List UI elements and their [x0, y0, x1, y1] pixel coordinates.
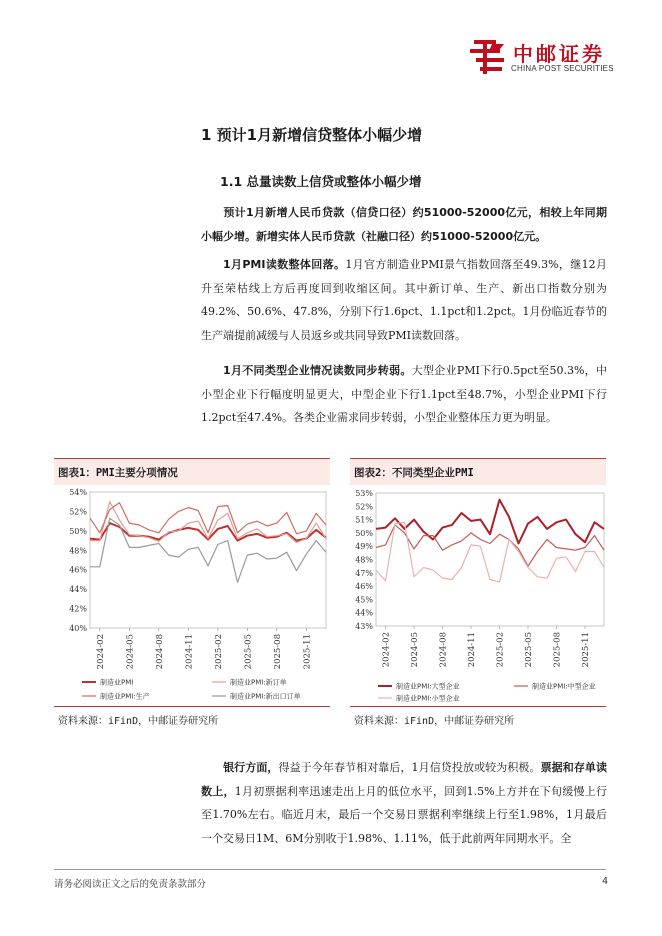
x-tick-label: 2025-05 — [243, 634, 254, 670]
x-tick-label: 2024-02 — [95, 634, 106, 670]
y-tick-label: 50% — [69, 526, 87, 536]
paragraph-bank-lead-2: 票据和存单读数上， — [201, 761, 608, 798]
legend-label-3: 制造业PMI:生产 — [100, 692, 150, 701]
y-tick-label: 50% — [355, 528, 373, 538]
footer-disclaimer: 请务必阅读正文之后的免责条款部分 — [54, 879, 207, 890]
x-tick-label: 2024-05 — [125, 634, 136, 670]
figure1-title: 图表1：PMI主要分项情况 — [58, 467, 178, 479]
y-tick-label: 47% — [355, 568, 373, 578]
legend-label-1: 制造业PMI:大型企业 — [396, 682, 460, 691]
y-tick-label: 42% — [69, 604, 87, 614]
paragraph-bank-text-a: 得益于今年春节相对靠后，1月信贷投放或较为积极。 — [278, 761, 541, 774]
x-tick-label: 2025-02 — [495, 632, 506, 668]
paragraph-enterprise-text: 大型企业PMI下行0.5pct至50.3%，中小型企业下行幅度明显更大，中型企业下行1.1pct至48.7%，小型企业PMI下行1.2pct至47.4%。各类企业需求同步转弱，小型企业整体压力更为明显。 — [201, 364, 607, 424]
y-tick-label: 44% — [355, 608, 373, 618]
paragraph-bank-lead: 银行方面， — [223, 761, 279, 774]
x-tick-label: 2025-02 — [213, 634, 224, 670]
x-tick-label: 2024-02 — [381, 632, 392, 668]
y-tick-label: 52% — [69, 507, 87, 517]
y-tick-label: 46% — [69, 565, 87, 575]
figure2-source: 资料来源：iFinD，中邮证券研究所 — [354, 716, 515, 727]
y-tick-label: 54% — [69, 488, 87, 497]
brand-name-cn: 中邮证券 — [513, 42, 605, 66]
plot-area — [376, 493, 604, 626]
paragraph-enterprise-lead: 1月不同类型企业情况读数同步转弱。 — [223, 364, 412, 377]
page-number: 4 — [602, 876, 609, 887]
series-line-1 — [376, 500, 604, 544]
paragraph-pmi-text: 1月官方制造业PMI景气指数回落至49.3%，继12月升至荣枯线上方后再度回到收缩区间。其中新订单、生产、新出口指数分别为49.2%、50.6%、47.8%，分别下行1.6pct、1.1pct和1.2pct。1月份临近春节的生产端提前减缓与人员返乡或共同导致PMI读数回落。 — [201, 258, 607, 342]
y-tick-label: 51% — [355, 515, 373, 525]
paragraph-bank — [201, 756, 607, 850]
china-post-logo-icon — [470, 38, 510, 78]
y-tick-label: 49% — [355, 542, 373, 552]
x-tick-label: 2024-08 — [154, 634, 165, 670]
paragraph-bank-text-b: 1月初票据利率迅速走出上月的低位水平，回到1.5%上方并在下旬缓慢上行至1.70%左右。临近月末，最后一个交易日票据利率继续上行至1.98%，1月最后一个交易日1M、6M分别收于1.98%、1.11%，低于此前两年同期水平。全 — [201, 784, 607, 845]
chart-enterprise-pmi — [350, 484, 606, 706]
x-tick-label: 2025-08 — [552, 632, 563, 668]
paragraph-pmi-lead: 1月PMI读数整体回落。 — [223, 258, 346, 271]
paragraph-forecast — [201, 201, 607, 248]
figure1-source: 资料来源：iFinD，中邮证券研究所 — [58, 716, 219, 727]
footer-divider — [54, 869, 606, 870]
figure1-bottom-rule — [54, 706, 330, 707]
y-tick-label: 53% — [355, 489, 373, 498]
x-tick-label: 2025-08 — [272, 634, 283, 670]
x-tick-label: 2024-08 — [438, 632, 449, 668]
paragraph-enterprise — [201, 359, 607, 430]
legend-label-4: 制造业PMI:新出口订单 — [230, 692, 301, 701]
legend-label-3: 制造业PMI:小型企业 — [396, 694, 460, 703]
y-tick-label: 52% — [355, 502, 373, 512]
y-tick-label: 40% — [69, 624, 87, 633]
x-tick-label: 2025-05 — [524, 632, 534, 668]
y-tick-label: 44% — [69, 585, 87, 595]
y-tick-label: 46% — [355, 582, 373, 592]
x-tick-label: 2024-11 — [184, 634, 195, 670]
legend-label-2: 制造业PMI:新订单 — [230, 678, 287, 687]
paragraph-forecast-text: 预计1月新增人民币贷款（信贷口径）约51000-52000亿元，相较上年同期小幅少增。新增实体人民币贷款（社融口径）约51000-52000亿元。 — [201, 206, 607, 243]
paragraph-pmi — [201, 253, 607, 347]
y-tick-label: 48% — [355, 555, 373, 565]
legend-label-2: 制造业PMI:中型企业 — [532, 682, 596, 691]
legend-label-1: 制造业PMI — [100, 678, 134, 687]
y-tick-label: 48% — [69, 546, 87, 556]
x-tick-label: 2025-11 — [302, 634, 313, 670]
x-tick-label: 2024-11 — [467, 632, 477, 668]
figure2-bottom-rule — [350, 706, 606, 707]
y-tick-label: 43% — [355, 622, 373, 631]
series-line-4 — [90, 518, 326, 582]
x-tick-label: 2025-11 — [581, 632, 591, 668]
section-heading: 1 预计1月新增信贷整体小幅少增 — [201, 126, 423, 144]
subsection-heading: 1.1 总量读数上信贷或整体小幅少增 — [220, 174, 422, 189]
brand-name-en: CHINA POST SECURITIES — [511, 64, 614, 73]
figure2-title: 图表2：不同类型企业PMI — [354, 467, 474, 479]
x-tick-label: 2024-05 — [410, 632, 420, 668]
chart-pmi-components — [54, 484, 330, 706]
y-tick-label: 45% — [355, 595, 373, 605]
